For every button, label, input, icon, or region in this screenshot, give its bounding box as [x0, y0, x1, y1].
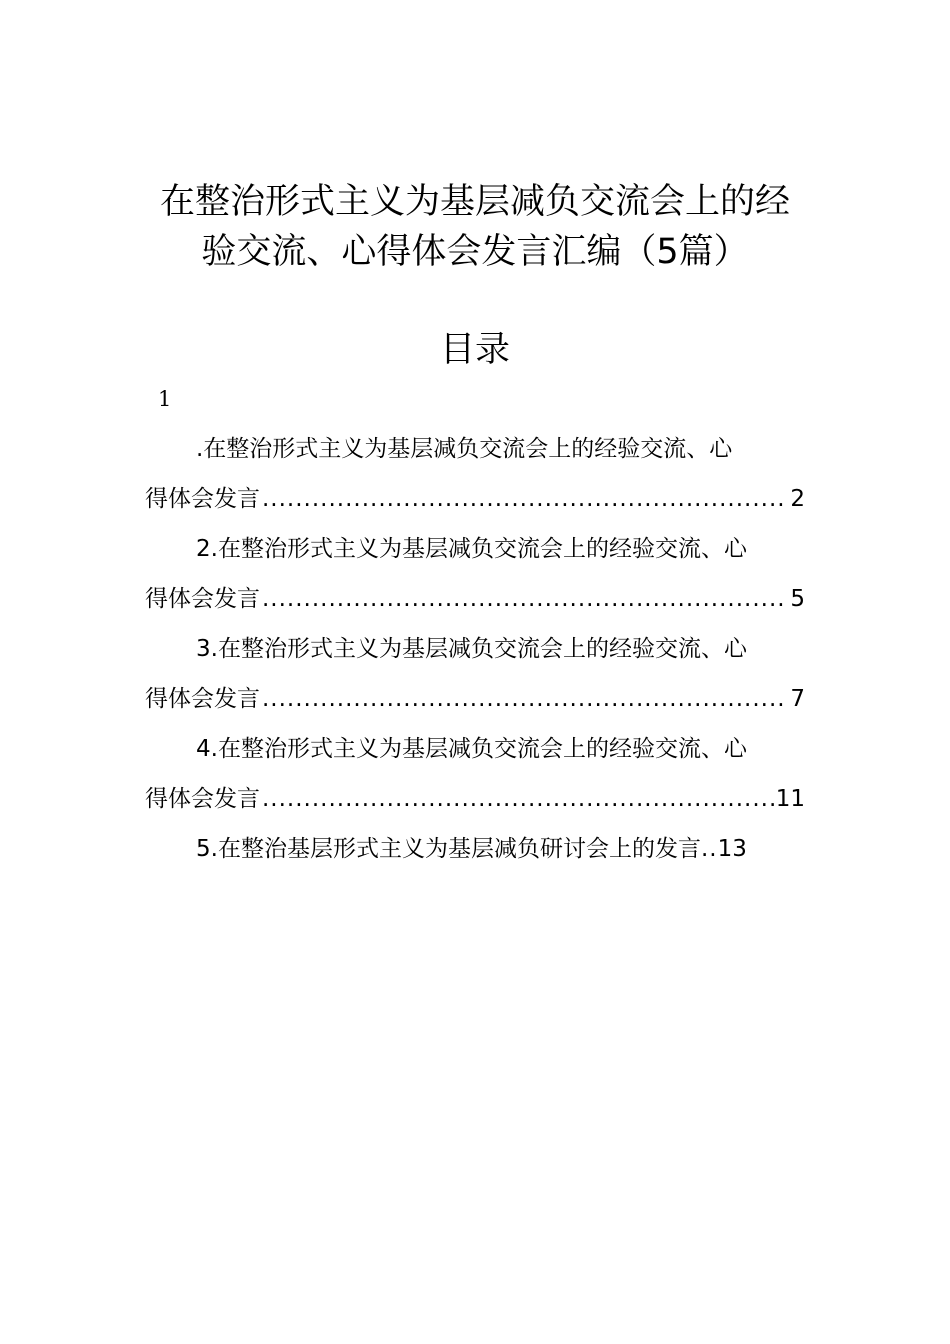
toc-item-4-page-number: 11	[775, 786, 805, 812]
document-title-line-2: 验交流、心得体会发言汇编（5篇）	[201, 232, 749, 272]
toc-heading: 目录	[439, 330, 510, 370]
toc-item-1-text: 得体会发言	[145, 486, 260, 512]
toc-item-3-line-2[interactable]	[145, 684, 805, 714]
toc-item-4-line-1[interactable]: 4.在整治形式主义为基层减负交流会上的经验交流、心	[196, 736, 747, 762]
dot-leader	[262, 484, 788, 514]
stray-list-number: 1	[158, 387, 172, 411]
toc-item-2-line-2[interactable]	[145, 584, 805, 614]
toc-item-2-text: 得体会发言	[145, 586, 260, 612]
toc-item-1-line-2[interactable]	[145, 484, 805, 514]
toc-item-3-page-number: 7	[790, 686, 805, 712]
document-title-line-1: 在整治形式主义为基层减负交流会上的经	[159, 182, 790, 222]
toc-item-5-page-number: 13	[717, 836, 747, 862]
toc-item-5[interactable]	[196, 834, 805, 864]
dot-leader: ..	[700, 836, 718, 862]
dot-leader	[262, 584, 788, 614]
toc-item-2-line-1[interactable]: 2.在整治形式主义为基层减负交流会上的经验交流、心	[196, 536, 747, 562]
dot-leader	[262, 684, 788, 714]
toc-item-3-text: 得体会发言	[145, 686, 260, 712]
toc-item-1-line-1[interactable]: .在整治形式主义为基层减负交流会上的经验交流、心	[196, 436, 733, 462]
dot-leader	[262, 784, 774, 814]
toc-item-1-page-number: 2	[790, 486, 805, 512]
toc-item-4-text: 得体会发言	[145, 786, 260, 812]
toc-item-4-line-2[interactable]	[145, 784, 805, 814]
toc-item-2-page-number: 5	[790, 586, 805, 612]
toc-item-5-text: 5.在整治基层形式主义为基层减负研讨会上的发言	[196, 836, 701, 862]
toc-item-3-line-1[interactable]: 3.在整治形式主义为基层减负交流会上的经验交流、心	[196, 636, 747, 662]
